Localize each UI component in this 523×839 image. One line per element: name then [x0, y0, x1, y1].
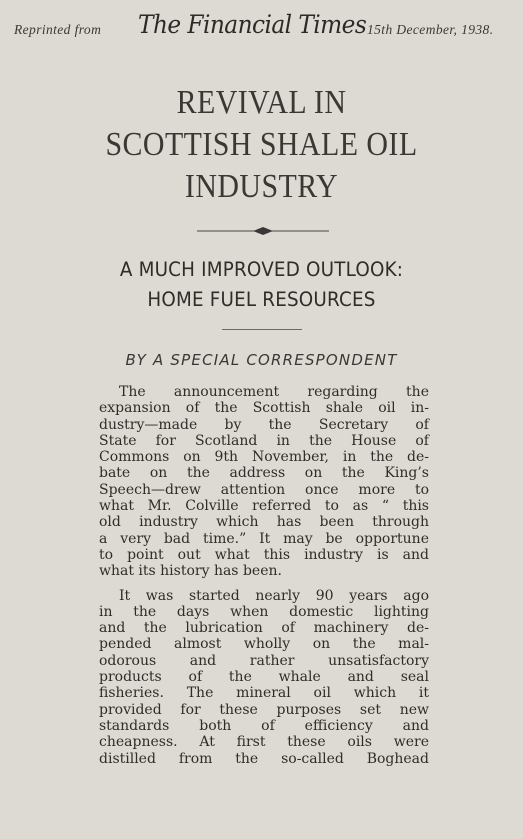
text-line: State for Scotland in the House of	[99, 432, 429, 449]
text-line: a very bad time.” It may be opportune	[99, 530, 429, 547]
paragraph-2	[99, 588, 429, 767]
masthead-logo: The Financial Times	[138, 10, 367, 39]
headline	[0, 82, 523, 208]
reprint-date: 15th December, 1938.	[367, 22, 494, 37]
reprint-line	[0, 8, 523, 48]
text-line: provided for these purposes set new	[99, 701, 429, 718]
text-line: in the days when domestic lighting	[99, 603, 429, 620]
short-rule	[222, 329, 302, 330]
text-line: and the lubrication of machinery de-	[99, 620, 429, 637]
text-line: bate on the address on the King’s	[99, 465, 429, 482]
text-line: pended almost wholly on the mal-	[99, 636, 429, 653]
text-line: cheapness. At first these oils were	[99, 734, 429, 751]
subheadline-line: HOME FUEL RESOURCES	[147, 288, 376, 311]
headline-line: REVIVAL IN	[176, 84, 347, 121]
subheadline-line: A MUCH IMPROVED OUTLOOK:	[119, 258, 404, 281]
text-line: fisheries. The mineral oil which it	[99, 685, 429, 702]
paragraph-1	[99, 384, 429, 580]
text-line: what its history has been.	[99, 563, 282, 580]
text-line: Speech—drew attention once more to	[99, 481, 429, 498]
text-line: dustry—made by the Secretary of	[99, 416, 429, 433]
text-line: standards both of efficiency and	[99, 717, 429, 734]
text-line: distilled from the so-called Boghead	[99, 750, 429, 767]
headline-line: SCOTTISH SHALE OIL	[105, 126, 418, 163]
text-line: what Mr. Colville referred to as “ this	[99, 498, 429, 515]
headline-line: INDUSTRY	[184, 168, 339, 205]
text-line: old industry which has been through	[99, 514, 429, 531]
text-line: to point out what this industry is and	[99, 546, 429, 563]
byline: BY A SPECIAL CORRESPONDENT	[125, 351, 398, 369]
text-line: odorous and rather unsatisfactory	[99, 652, 429, 669]
text-line: The announcement regarding the	[119, 384, 429, 400]
text-line: expansion of the Scottish shale oil in-	[99, 400, 429, 417]
text-line: Commons on 9th November, in the de-	[99, 449, 429, 466]
ornament-divider	[197, 225, 329, 237]
article-body	[99, 384, 429, 767]
text-line: It was started nearly 90 years ago	[119, 587, 429, 604]
text-line: products of the whale and seal	[99, 669, 429, 686]
subheadline	[0, 255, 523, 315]
reprint-prefix: Reprinted from	[14, 22, 102, 37]
